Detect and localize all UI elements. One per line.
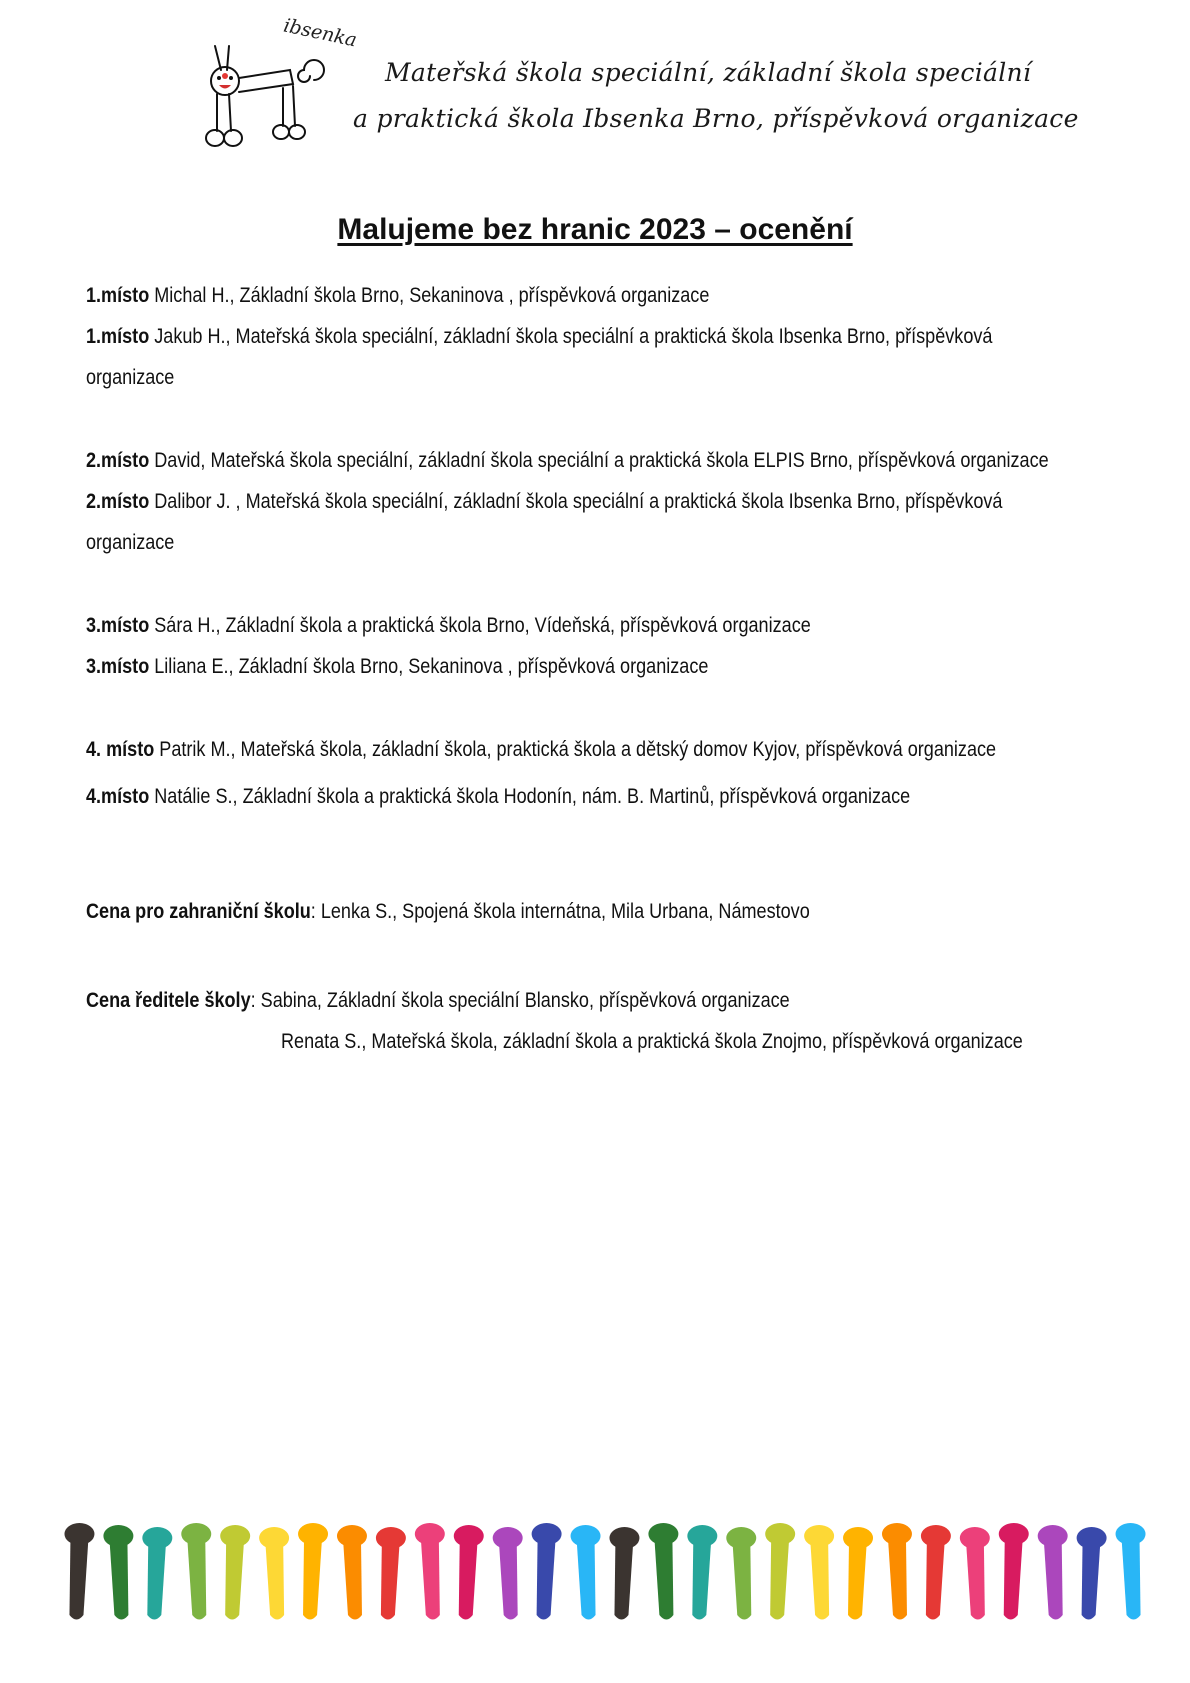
painted-figure-body	[848, 1538, 867, 1620]
painted-figure-body	[537, 1538, 556, 1620]
award-label: 3.místo	[86, 614, 150, 637]
award-label: 1.místo	[86, 284, 150, 307]
special-award-line	[86, 900, 810, 924]
painted-figure	[765, 1523, 795, 1620]
award-line	[86, 490, 1002, 514]
painted-figure-body	[225, 1538, 244, 1620]
painted-figure	[726, 1527, 756, 1620]
painted-figure-body	[770, 1538, 789, 1620]
painted-figure	[532, 1523, 562, 1620]
award-label: 1.místo	[86, 325, 150, 348]
painted-figure	[415, 1523, 445, 1620]
special-award-line-continuation	[281, 1030, 1023, 1054]
award-label: 4. místo	[86, 738, 155, 761]
painted-figure-body	[459, 1538, 478, 1620]
document-title: Malujeme bez hranic 2023 – ocenění	[337, 213, 853, 246]
painted-figure	[609, 1527, 639, 1620]
award-text: Renata S., Mateřská škola, základní škola a praktická škola Znojmo, příspěvková organizace	[281, 1030, 1023, 1053]
painted-figure-body	[810, 1538, 829, 1620]
painted-figure-body	[147, 1538, 166, 1620]
award-line	[86, 785, 910, 809]
painted-figure	[220, 1525, 250, 1620]
painted-figure	[1077, 1527, 1107, 1620]
painted-figure	[142, 1527, 172, 1620]
award-label: Cena pro zahraniční školu	[86, 900, 311, 923]
painted-figure	[960, 1527, 990, 1620]
special-award-line	[86, 989, 790, 1013]
painted-figure-body	[966, 1538, 985, 1620]
painted-figure	[298, 1523, 328, 1620]
painted-figure	[64, 1523, 94, 1620]
award-text: David, Mateřská škola speciální, základní škola speciální a praktická škola ELPIS Brno, příspěvková organizace	[149, 449, 1049, 472]
painted-figure	[493, 1527, 523, 1620]
award-line	[86, 449, 1049, 473]
painted-figure-body	[888, 1538, 907, 1620]
award-line	[86, 614, 811, 638]
award-label: 3.místo	[86, 655, 150, 678]
painted-figure-body	[381, 1538, 400, 1620]
award-text: Dalibor J. , Mateřská škola speciální, základní škola speciální a praktická škola Ibsenka Brno, příspěvková	[149, 490, 1003, 513]
painted-figure	[376, 1527, 406, 1620]
painted-figure	[843, 1527, 873, 1620]
painted-figure-body	[1082, 1538, 1101, 1620]
award-label: Cena ředitele školy	[86, 989, 251, 1012]
painted-figures-footer	[60, 1520, 1150, 1630]
painted-figure	[999, 1523, 1029, 1620]
painted-figure-body	[926, 1538, 945, 1620]
award-text: organizace	[86, 531, 175, 554]
painted-figure	[687, 1525, 717, 1620]
award-line	[86, 738, 996, 762]
painted-figure	[804, 1525, 834, 1620]
painted-figure-body	[187, 1538, 206, 1620]
painted-figure-body	[1122, 1538, 1141, 1620]
award-text: Jakub H., Mateřská škola speciální, základní škola speciální a praktická škola Ibsenka Brno, příspěvková	[149, 325, 993, 348]
painted-figure-body	[109, 1538, 128, 1620]
painted-figure-body	[1004, 1538, 1023, 1620]
painted-figure-body	[421, 1538, 440, 1620]
painted-figure-body	[303, 1538, 322, 1620]
painted-figure	[454, 1525, 484, 1620]
painted-figure	[882, 1523, 912, 1620]
painted-figure	[181, 1523, 211, 1620]
award-line	[86, 325, 992, 349]
painted-figure	[1038, 1525, 1068, 1620]
award-line	[86, 655, 708, 679]
painted-figure-body	[265, 1538, 284, 1620]
painted-figure	[259, 1527, 289, 1620]
painted-figure	[571, 1525, 601, 1620]
painted-figure-body	[654, 1538, 673, 1620]
award-text: : Sabina, Základní škola speciální Blansko, příspěvková organizace	[250, 989, 790, 1012]
letterhead	[205, 14, 1079, 160]
painted-figure	[103, 1525, 133, 1620]
award-line	[86, 284, 709, 308]
award-label: 2.místo	[86, 490, 150, 513]
award-text: : Lenka S., Spojená škola internátna, Mila Urbana, Námestovo	[310, 900, 810, 923]
award-label: 2.místo	[86, 449, 150, 472]
painted-figure-body	[577, 1538, 596, 1620]
painted-figure-body	[732, 1538, 751, 1620]
award-text: Natálie S., Základní škola a praktická škola Hodonín, nám. B. Martinů, příspěvková organizace	[149, 785, 911, 808]
logo-wordmark: ibsenka	[281, 14, 359, 52]
painted-figure-body	[1044, 1538, 1063, 1620]
award-text: organizace	[86, 366, 175, 389]
award-line-continuation	[86, 531, 174, 555]
painted-figure	[1116, 1523, 1146, 1620]
award-text: Sára H., Základní škola a praktická škola Brno, Vídeňská, příspěvková organizace	[149, 614, 811, 637]
painted-figure	[921, 1525, 951, 1620]
award-line-continuation	[86, 366, 174, 390]
painted-figure-body	[343, 1538, 362, 1620]
painted-figure-body	[499, 1538, 518, 1620]
award-text: Michal H., Základní škola Brno, Sekaninova , příspěvková organizace	[149, 284, 710, 307]
painted-figure-body	[614, 1538, 633, 1620]
award-text: Liliana E., Základní škola Brno, Sekaninova , příspěvková organizace	[149, 655, 709, 678]
painted-figure-body	[69, 1538, 88, 1620]
award-label: 4.místo	[86, 785, 150, 808]
painted-figure	[648, 1523, 678, 1620]
painted-figure	[337, 1525, 367, 1620]
school-name-line-1: Mateřská škola speciální, základní škola speciální	[385, 58, 1032, 87]
award-text: Patrik M., Mateřská škola, základní škola, praktická škola a dětský domov Kyjov, příspěvková organizace	[154, 738, 997, 761]
school-name-line-2: a praktická škola Ibsenka Brno, příspěvková organizace	[353, 104, 1079, 133]
painted-figure-body	[692, 1538, 711, 1620]
